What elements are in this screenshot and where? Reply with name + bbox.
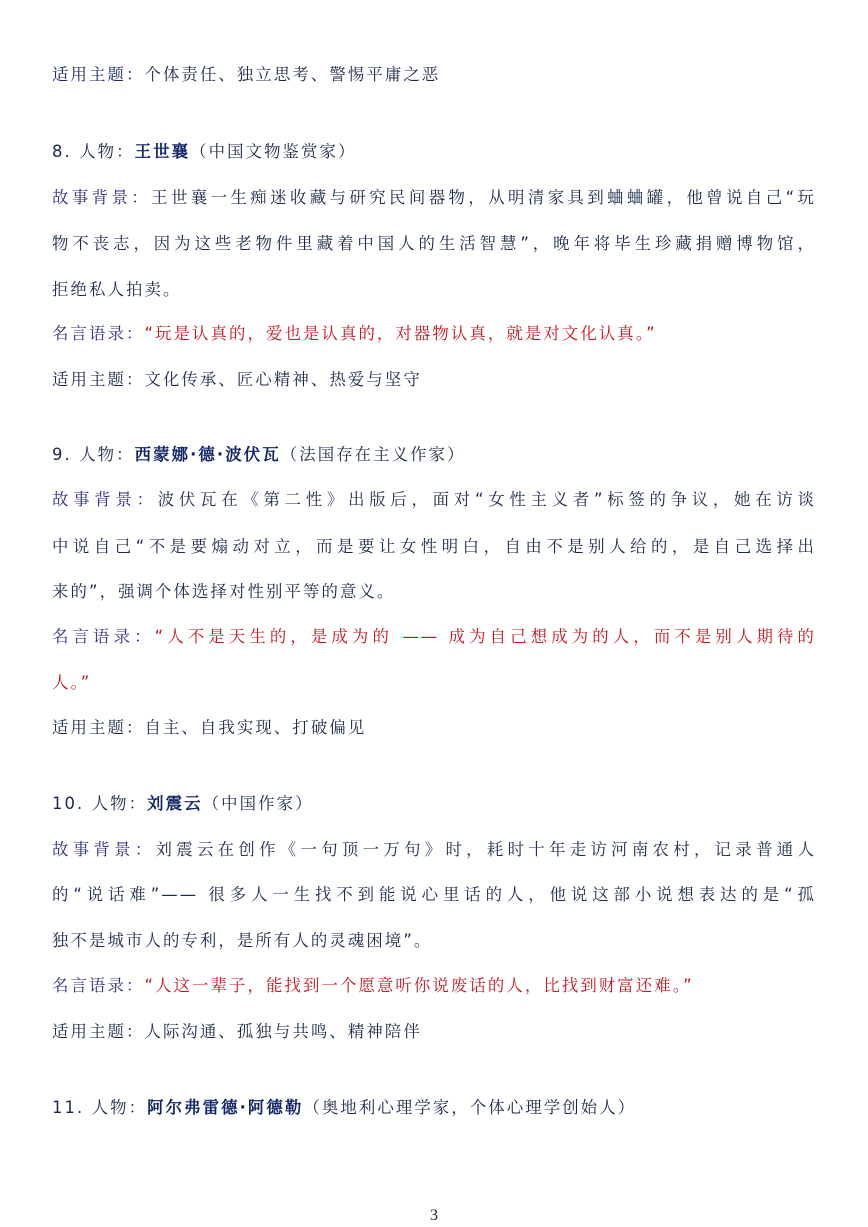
entry-10-story-line-1 — [52, 839, 816, 861]
story-text: 中说自己“不是要煽动对立，而是要让女性明白，自由不是别人给的，是自己选择出 — [52, 537, 816, 556]
quote-label: 名言语录： — [52, 627, 155, 646]
entry-10-story-line-3 — [52, 930, 816, 952]
entry-9-quote-line-1 — [52, 626, 816, 648]
quote-text: 人。” — [52, 673, 92, 692]
story-text: 的“说话难”—— 很多人一生找不到能说心里话的人，他说这部小说想表达的是“孤 — [52, 885, 816, 904]
page-number: 3 — [430, 1207, 438, 1224]
theme-text: 人际沟通、孤独与共鸣、精神陪伴 — [144, 1022, 422, 1041]
story-text: 波伏瓦在《第二性》出版后，面对“女性主义者”标签的争议，她在访谈 — [157, 490, 817, 509]
entry-9-story-line-1 — [52, 489, 816, 511]
person-role: （中国文物鉴赏家） — [190, 142, 357, 161]
story-text: 独不是城市人的专利，是所有人的灵魂困境”。 — [52, 931, 433, 950]
entry-10-story-line-2 — [52, 884, 816, 906]
quote-label: 名言语录： — [52, 976, 145, 995]
entry-number: 10. 人物： — [52, 794, 148, 813]
theme-text: 个体责任、独立思考、警惕平庸之恶 — [144, 65, 441, 84]
story-label: 故事背景： — [52, 188, 152, 207]
theme-text: 文化传承、匠心精神、热爱与坚守 — [144, 370, 422, 389]
person-role: （奥地利心理学家，个体心理学创始人） — [303, 1098, 637, 1117]
story-text: 王世襄一生痴迷收藏与研究民间器物，从明清家具到蛐蛐罐，他曾说自己“玩 — [151, 188, 817, 207]
person-name: 阿尔弗雷德·阿德勒 — [147, 1098, 304, 1117]
theme-line-7 — [52, 64, 816, 86]
entry-8-story-line-3 — [52, 279, 816, 301]
story-label: 故事背景： — [52, 490, 158, 509]
theme-label: 适用主题： — [52, 1022, 145, 1041]
story-label: 故事背景： — [52, 840, 156, 859]
entry-number: 11. 人物： — [52, 1098, 148, 1117]
entry-10-heading — [52, 793, 816, 815]
quote-text: “人这一辈子，能找到一个愿意听你说废话的人，比找到财富还难。” — [144, 976, 694, 995]
entry-number: 8. 人物： — [52, 142, 135, 161]
story-text: 物不丧志，因为这些老物件里藏着中国人的生活智慧”，晚年将毕生珍藏捐赠博物馆， — [52, 234, 816, 253]
person-role: （法国存在主义作家） — [280, 445, 466, 464]
person-name: 王世襄 — [134, 142, 191, 161]
entry-9-theme — [52, 717, 816, 739]
entry-8-theme — [52, 369, 816, 391]
quote-label: 名言语录： — [52, 324, 145, 343]
entry-10-theme — [52, 1021, 816, 1043]
quote-text: “玩是认真的，爱也是认真的，对器物认真，就是对文化认真。” — [144, 324, 657, 343]
entry-9-story-line-3 — [52, 581, 816, 603]
story-text: 刘震云在创作《一句顶一万句》时，耗时十年走访河南农村，记录普通人 — [155, 840, 816, 859]
person-role: （中国作家） — [202, 794, 314, 813]
quote-text: “人不是天生的，是成为的 —— 成为自己想成为的人，而不是别人期待的 — [154, 627, 816, 646]
entry-11-heading — [52, 1097, 816, 1119]
story-text: 来的”，强调个体选择对性别平等的意义。 — [52, 582, 396, 601]
entry-8-story-line-2 — [52, 233, 816, 255]
person-name: 西蒙娜·德·波伏瓦 — [134, 445, 281, 464]
person-name: 刘震云 — [147, 794, 203, 813]
entry-8-story-line-1 — [52, 187, 816, 209]
entry-9-quote-line-2 — [52, 672, 816, 694]
entry-8-heading — [52, 141, 816, 163]
entry-10-quote — [52, 975, 816, 997]
theme-text: 自主、自我实现、打破偏见 — [144, 718, 367, 737]
entry-number: 9. 人物： — [52, 445, 135, 464]
theme-label: 适用主题： — [52, 718, 145, 737]
theme-label: 适用主题： — [52, 65, 145, 84]
entry-9-story-line-2 — [52, 536, 816, 558]
story-text: 拒绝私人拍卖。 — [52, 280, 182, 299]
entry-8-quote — [52, 323, 816, 345]
entry-9-heading — [52, 444, 816, 466]
theme-label: 适用主题： — [52, 370, 145, 389]
